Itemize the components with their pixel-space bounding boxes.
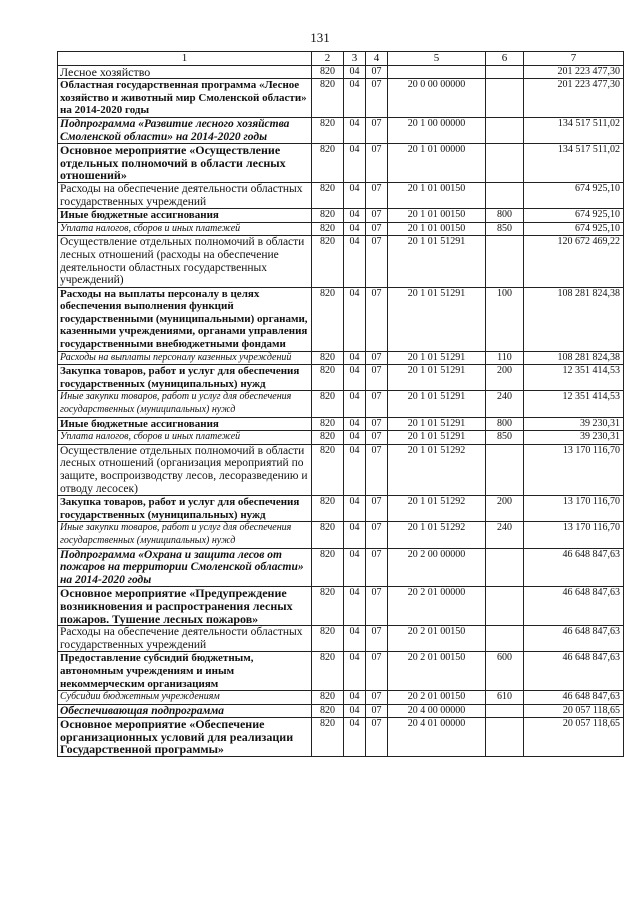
subsection-code: 07 bbox=[366, 444, 388, 495]
department-code: 820 bbox=[312, 691, 344, 705]
section-code: 04 bbox=[344, 144, 366, 183]
line-item-name: Основное мероприятие «Обеспечение организационных условий для реализации Государственной программы» bbox=[58, 718, 312, 757]
department-code: 820 bbox=[312, 431, 344, 445]
budget-row bbox=[58, 182, 624, 208]
amount: 12 351 414,53 bbox=[524, 391, 624, 417]
line-item-name: Осуществление отдельных полномочий в области лесных отношений (организация мероприятий по защите, воспроизводству лесов, лесоразведению и отводу лесосек) bbox=[58, 444, 312, 495]
department-code: 820 bbox=[312, 117, 344, 143]
expense-type-code: 610 bbox=[486, 691, 524, 705]
target-article-code: 20 1 01 51291 bbox=[388, 365, 486, 391]
amount: 674 925,10 bbox=[524, 222, 624, 236]
line-item-name: Основное мероприятие «Предупреждение возникновения и распространения лесных пожаров. Тушение лесных пожаров» bbox=[58, 587, 312, 626]
expense-type-code bbox=[486, 236, 524, 287]
section-code: 04 bbox=[344, 351, 366, 365]
amount: 39 230,31 bbox=[524, 431, 624, 445]
expense-type-code: 600 bbox=[486, 652, 524, 691]
department-code: 820 bbox=[312, 65, 344, 79]
amount: 134 517 511,02 bbox=[524, 144, 624, 183]
amount: 674 925,10 bbox=[524, 182, 624, 208]
expense-type-code: 850 bbox=[486, 222, 524, 236]
subsection-code: 07 bbox=[366, 548, 388, 587]
line-item-name: Основное мероприятие «Осуществление отдельных полномочий в области лесных отношений» bbox=[58, 144, 312, 183]
amount: 46 648 847,63 bbox=[524, 548, 624, 587]
section-code: 04 bbox=[344, 718, 366, 757]
expense-type-code: 800 bbox=[486, 209, 524, 223]
section-code: 04 bbox=[344, 391, 366, 417]
target-article-code: 20 1 01 51291 bbox=[388, 391, 486, 417]
department-code: 820 bbox=[312, 365, 344, 391]
expense-type-code: 240 bbox=[486, 522, 524, 548]
subsection-code: 07 bbox=[366, 522, 388, 548]
budget-row bbox=[58, 209, 624, 223]
line-item-name: Подпрограмма «Развитие лесного хозяйства Смоленской области» на 2014-2020 годы bbox=[58, 117, 312, 143]
target-article-code: 20 1 01 00150 bbox=[388, 222, 486, 236]
target-article-code: 20 1 01 00150 bbox=[388, 209, 486, 223]
department-code: 820 bbox=[312, 209, 344, 223]
expense-type-code bbox=[486, 144, 524, 183]
subsection-code: 07 bbox=[366, 117, 388, 143]
budget-row bbox=[58, 117, 624, 143]
target-article-code: 20 2 01 00150 bbox=[388, 691, 486, 705]
budget-row bbox=[58, 236, 624, 287]
line-item-name: Иные бюджетные ассигнования bbox=[58, 417, 312, 431]
section-code: 04 bbox=[344, 652, 366, 691]
amount: 46 648 847,63 bbox=[524, 587, 624, 626]
budget-row bbox=[58, 144, 624, 183]
expense-type-code: 200 bbox=[486, 496, 524, 522]
target-article-code: 20 1 01 51292 bbox=[388, 522, 486, 548]
expense-type-code bbox=[486, 65, 524, 79]
department-code: 820 bbox=[312, 236, 344, 287]
subsection-code: 07 bbox=[366, 236, 388, 287]
expense-type-code: 240 bbox=[486, 391, 524, 417]
expense-type-code bbox=[486, 182, 524, 208]
line-item-name: Закупка товаров, работ и услуг для обеспечения государственных (муниципальных) нужд bbox=[58, 365, 312, 391]
section-code: 04 bbox=[344, 417, 366, 431]
column-number: 3 bbox=[344, 52, 366, 66]
expense-type-code bbox=[486, 117, 524, 143]
department-code: 820 bbox=[312, 626, 344, 652]
target-article-code: 20 1 01 00000 bbox=[388, 144, 486, 183]
subsection-code: 07 bbox=[366, 431, 388, 445]
amount: 120 672 469,22 bbox=[524, 236, 624, 287]
target-article-code: 20 4 01 00000 bbox=[388, 718, 486, 757]
department-code: 820 bbox=[312, 444, 344, 495]
target-article-code: 20 2 01 00000 bbox=[388, 587, 486, 626]
column-number: 1 bbox=[58, 52, 312, 66]
target-article-code: 20 1 01 00150 bbox=[388, 182, 486, 208]
column-number: 6 bbox=[486, 52, 524, 66]
department-code: 820 bbox=[312, 351, 344, 365]
expense-type-code bbox=[486, 79, 524, 118]
line-item-name: Уплата налогов, сборов и иных платежей bbox=[58, 222, 312, 236]
expense-type-code: 850 bbox=[486, 431, 524, 445]
amount: 12 351 414,53 bbox=[524, 365, 624, 391]
expense-type-code bbox=[486, 444, 524, 495]
expense-type-code bbox=[486, 718, 524, 757]
line-item-name: Иные закупки товаров, работ и услуг для обеспечения государственных (муниципальных) нужд bbox=[58, 391, 312, 417]
department-code: 820 bbox=[312, 522, 344, 548]
amount: 201 223 477,30 bbox=[524, 65, 624, 79]
line-item-name: Иные закупки товаров, работ и услуг для обеспечения государственных (муниципальных) нужд bbox=[58, 522, 312, 548]
amount: 39 230,31 bbox=[524, 417, 624, 431]
amount: 46 648 847,63 bbox=[524, 652, 624, 691]
section-code: 04 bbox=[344, 444, 366, 495]
expense-type-code: 200 bbox=[486, 365, 524, 391]
budget-row bbox=[58, 718, 624, 757]
department-code: 820 bbox=[312, 222, 344, 236]
subsection-code: 07 bbox=[366, 79, 388, 118]
target-article-code: 20 4 00 00000 bbox=[388, 704, 486, 718]
target-article-code: 20 1 01 51292 bbox=[388, 444, 486, 495]
expense-type-code bbox=[486, 587, 524, 626]
target-article-code: 20 1 01 51291 bbox=[388, 417, 486, 431]
target-article-code: 20 1 01 51291 bbox=[388, 236, 486, 287]
department-code: 820 bbox=[312, 587, 344, 626]
section-code: 04 bbox=[344, 691, 366, 705]
line-item-name: Областная государственная программа «Лесное хозяйство и животный мир Смоленской области» на 2014-2020 годы bbox=[58, 79, 312, 118]
subsection-code: 07 bbox=[366, 691, 388, 705]
target-article-code: 20 1 01 51291 bbox=[388, 287, 486, 351]
budget-row bbox=[58, 287, 624, 351]
target-article-code: 20 1 01 51291 bbox=[388, 431, 486, 445]
expense-type-code bbox=[486, 548, 524, 587]
amount: 46 648 847,63 bbox=[524, 691, 624, 705]
department-code: 820 bbox=[312, 652, 344, 691]
budget-row bbox=[58, 587, 624, 626]
line-item-name: Расходы на обеспечение деятельности областных государственных учреждений bbox=[58, 182, 312, 208]
budget-row bbox=[58, 704, 624, 718]
subsection-code: 07 bbox=[366, 65, 388, 79]
budget-row bbox=[58, 222, 624, 236]
budget-row bbox=[58, 548, 624, 587]
line-item-name: Иные бюджетные ассигнования bbox=[58, 209, 312, 223]
amount: 108 281 824,38 bbox=[524, 351, 624, 365]
subsection-code: 07 bbox=[366, 182, 388, 208]
subsection-code: 07 bbox=[366, 626, 388, 652]
budget-row bbox=[58, 691, 624, 705]
column-number: 2 bbox=[312, 52, 344, 66]
section-code: 04 bbox=[344, 431, 366, 445]
section-code: 04 bbox=[344, 587, 366, 626]
subsection-code: 07 bbox=[366, 287, 388, 351]
line-item-name: Расходы на обеспечение деятельности областных государственных учреждений bbox=[58, 626, 312, 652]
subsection-code: 07 bbox=[366, 144, 388, 183]
expense-type-code: 110 bbox=[486, 351, 524, 365]
amount: 13 170 116,70 bbox=[524, 444, 624, 495]
budget-row bbox=[58, 365, 624, 391]
amount: 20 057 118,65 bbox=[524, 718, 624, 757]
target-article-code: 20 1 01 51292 bbox=[388, 496, 486, 522]
target-article-code: 20 1 00 00000 bbox=[388, 117, 486, 143]
section-code: 04 bbox=[344, 287, 366, 351]
budget-row bbox=[58, 65, 624, 79]
section-code: 04 bbox=[344, 626, 366, 652]
budget-row bbox=[58, 652, 624, 691]
subsection-code: 07 bbox=[366, 351, 388, 365]
section-code: 04 bbox=[344, 65, 366, 79]
expense-type-code bbox=[486, 626, 524, 652]
amount: 13 170 116,70 bbox=[524, 522, 624, 548]
department-code: 820 bbox=[312, 496, 344, 522]
target-article-code: 20 0 00 00000 bbox=[388, 79, 486, 118]
budget-row bbox=[58, 431, 624, 445]
section-code: 04 bbox=[344, 182, 366, 208]
budget-row bbox=[58, 444, 624, 495]
subsection-code: 07 bbox=[366, 209, 388, 223]
amount: 674 925,10 bbox=[524, 209, 624, 223]
target-article-code: 20 2 01 00150 bbox=[388, 626, 486, 652]
amount: 13 170 116,70 bbox=[524, 496, 624, 522]
department-code: 820 bbox=[312, 548, 344, 587]
column-number: 7 bbox=[524, 52, 624, 66]
line-item-name: Осуществление отдельных полномочий в области лесных отношений (расходы на обеспечение деятельности областных государственных учреждений) bbox=[58, 236, 312, 287]
amount: 201 223 477,30 bbox=[524, 79, 624, 118]
expense-type-code: 100 bbox=[486, 287, 524, 351]
section-code: 04 bbox=[344, 522, 366, 548]
target-article-code: 20 2 01 00150 bbox=[388, 652, 486, 691]
section-code: 04 bbox=[344, 209, 366, 223]
column-number: 4 bbox=[366, 52, 388, 66]
budget-row bbox=[58, 79, 624, 118]
section-code: 04 bbox=[344, 79, 366, 118]
section-code: 04 bbox=[344, 496, 366, 522]
department-code: 820 bbox=[312, 718, 344, 757]
line-item-name: Расходы на выплаты персоналу в целях обеспечения выполнения функций государственными (муниципальными) органами, казенными учреждениями, органами управления государственными внебюджетными фондами bbox=[58, 287, 312, 351]
expense-type-code: 800 bbox=[486, 417, 524, 431]
subsection-code: 07 bbox=[366, 222, 388, 236]
line-item-name: Уплата налогов, сборов и иных платежей bbox=[58, 431, 312, 445]
subsection-code: 07 bbox=[366, 496, 388, 522]
budget-row bbox=[58, 391, 624, 417]
column-number-header-row bbox=[58, 52, 624, 66]
department-code: 820 bbox=[312, 287, 344, 351]
amount: 46 648 847,63 bbox=[524, 626, 624, 652]
subsection-code: 07 bbox=[366, 417, 388, 431]
section-code: 04 bbox=[344, 117, 366, 143]
section-code: 04 bbox=[344, 704, 366, 718]
budget-row bbox=[58, 626, 624, 652]
line-item-name: Субсидии бюджетным учреждениям bbox=[58, 691, 312, 705]
subsection-code: 07 bbox=[366, 718, 388, 757]
line-item-name: Закупка товаров, работ и услуг для обеспечения государственных (муниципальных) нужд bbox=[58, 496, 312, 522]
line-item-name: Расходы на выплаты персоналу казенных учреждений bbox=[58, 351, 312, 365]
budget-table bbox=[57, 51, 624, 757]
page-number: 131 bbox=[310, 30, 330, 45]
subsection-code: 07 bbox=[366, 652, 388, 691]
expense-type-code bbox=[486, 704, 524, 718]
section-code: 04 bbox=[344, 236, 366, 287]
section-code: 04 bbox=[344, 222, 366, 236]
amount: 134 517 511,02 bbox=[524, 117, 624, 143]
budget-row bbox=[58, 351, 624, 365]
subsection-code: 07 bbox=[366, 365, 388, 391]
budget-row bbox=[58, 522, 624, 548]
department-code: 820 bbox=[312, 391, 344, 417]
department-code: 820 bbox=[312, 144, 344, 183]
amount: 20 057 118,65 bbox=[524, 704, 624, 718]
budget-row bbox=[58, 417, 624, 431]
line-item-name: Обеспечивающая подпрограмма bbox=[58, 704, 312, 718]
column-number: 5 bbox=[388, 52, 486, 66]
subsection-code: 07 bbox=[366, 587, 388, 626]
subsection-code: 07 bbox=[366, 391, 388, 417]
line-item-name: Подпрограмма «Охрана и защита лесов от пожаров на территории Смоленской области» на 2014-2020 годы bbox=[58, 548, 312, 587]
amount: 108 281 824,38 bbox=[524, 287, 624, 351]
subsection-code: 07 bbox=[366, 704, 388, 718]
budget-row bbox=[58, 496, 624, 522]
section-code: 04 bbox=[344, 548, 366, 587]
line-item-name: Лесное хозяйство bbox=[58, 65, 312, 79]
target-article-code: 20 1 01 51291 bbox=[388, 351, 486, 365]
department-code: 820 bbox=[312, 417, 344, 431]
department-code: 820 bbox=[312, 182, 344, 208]
department-code: 820 bbox=[312, 79, 344, 118]
section-code: 04 bbox=[344, 365, 366, 391]
line-item-name: Предоставление субсидий бюджетным, автономным учреждениям и иным некоммерческим организациям bbox=[58, 652, 312, 691]
department-code: 820 bbox=[312, 704, 344, 718]
target-article-code: 20 2 00 00000 bbox=[388, 548, 486, 587]
target-article-code bbox=[388, 65, 486, 79]
